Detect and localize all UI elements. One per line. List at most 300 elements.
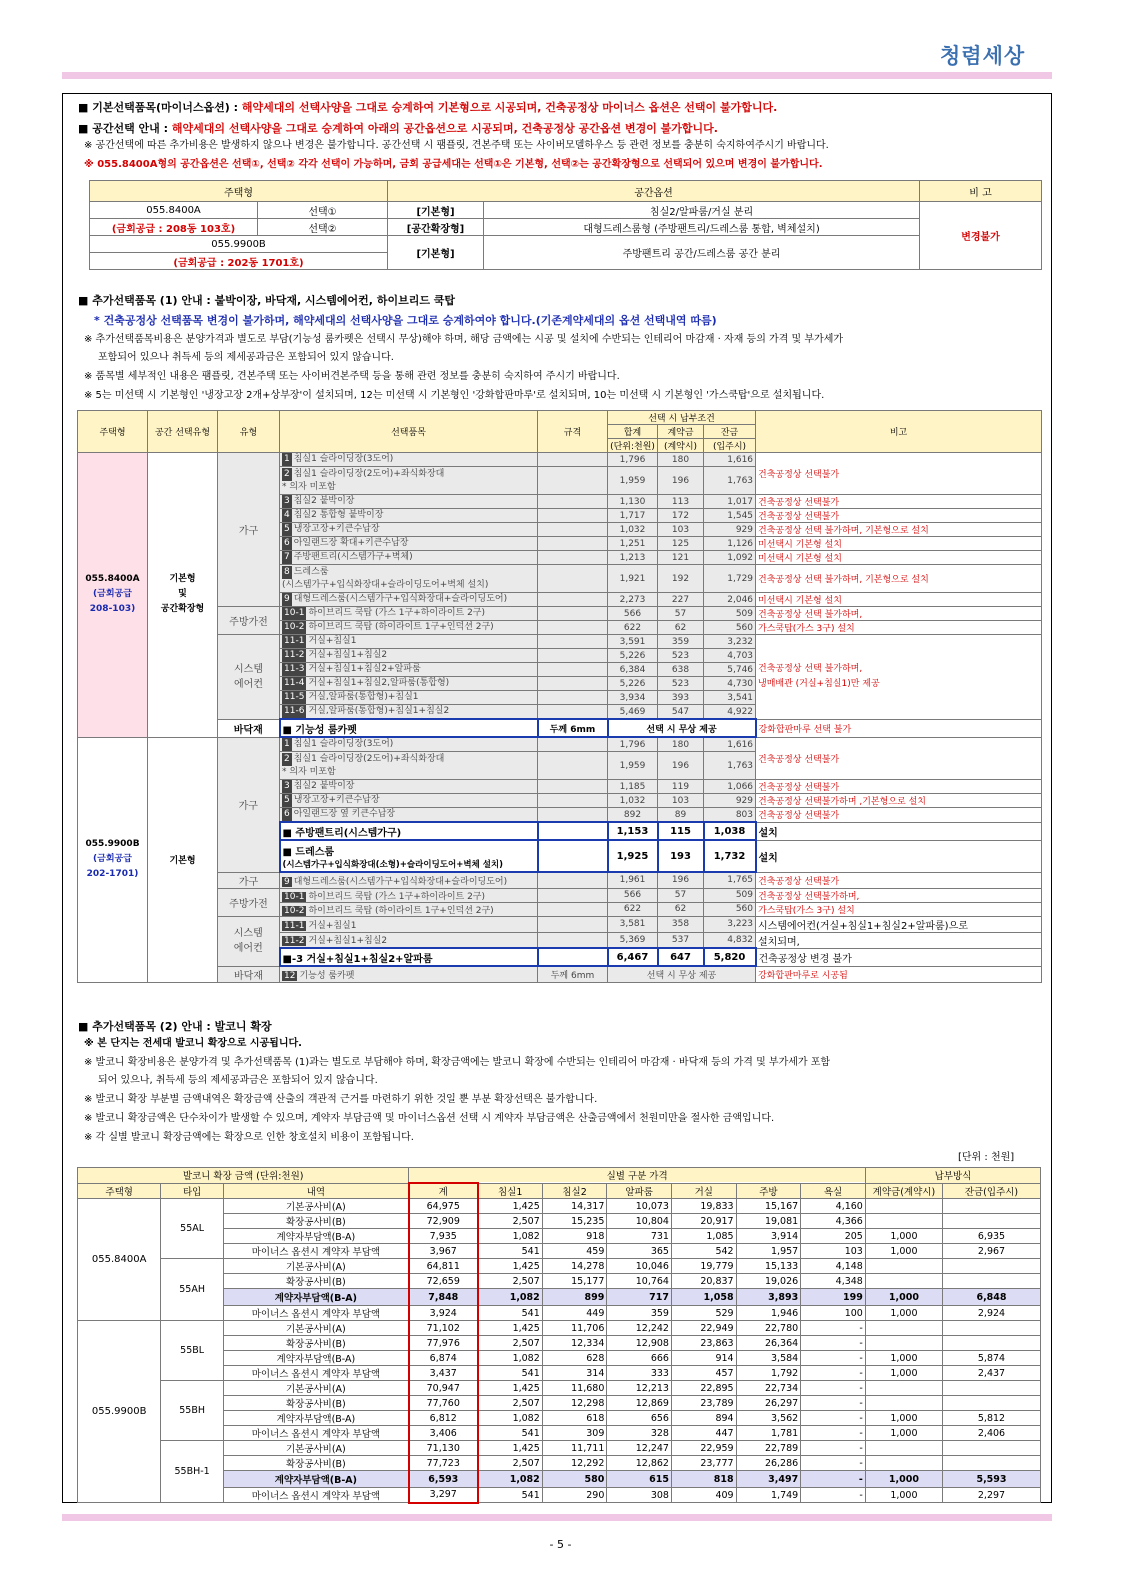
item-cell [280,593,538,607]
bal-val: 3,406 [409,1426,478,1441]
h-note: 비고 [756,411,1042,453]
total: 5,226 [608,649,658,663]
bal-val: 10,046 [607,1259,672,1274]
balance: 4,730 [704,677,756,691]
pantry-item: ■ 주방팬트리(시스템가구) [280,822,538,840]
bal-val: 22,734 [736,1381,801,1396]
item-cell [280,523,538,537]
deposit: 113 [658,495,704,509]
item-cell [280,509,538,523]
bal-val: 1,000 [865,1411,942,1426]
bal-val [942,1274,1040,1289]
bal-val: 205 [801,1229,866,1244]
item-number: 1 [284,739,290,749]
balance: 1,066 [704,780,756,794]
spec-cell [538,916,608,932]
total: 1,032 [608,794,658,808]
deposit: 89 [658,808,704,823]
bal-val: 333 [607,1366,672,1381]
item-cell [280,467,538,495]
total: 1,796 [608,737,658,752]
sec4-unit: [단위 : 천원] [958,1152,1015,1163]
bal-val: 12,242 [607,1321,672,1336]
bal-val: 5,593 [942,1471,1040,1488]
spec-cell [538,551,608,565]
bal-item: 확장공사비(B) [223,1396,409,1411]
bal-val: 5,812 [942,1411,1040,1426]
bal-val: 6,874 [409,1351,478,1366]
bal-val [942,1214,1040,1229]
deposit: 57 [658,607,704,621]
bal-item: 계약자부담액(B-A) [223,1289,409,1306]
bal-val: 12,298 [542,1396,607,1411]
sec1-label: ■ 기본선택품목(마이너스옵션) : [78,101,239,114]
bal-val: 1,425 [478,1441,543,1456]
bal-val: 1,000 [865,1306,942,1321]
item-cell [280,649,538,663]
bal-item: 기본공사비(A) [223,1321,409,1336]
cat-ac-1: 시스템 [233,928,263,939]
item-number: 1 [284,454,290,464]
bal-item: 계약자부담액(B-A) [223,1351,409,1366]
deposit: 115 [658,822,704,840]
item-number: 11-1 [284,636,305,646]
bal-item: 마이너스 옵션시 계약자 부담액 [223,1306,409,1321]
bal-val: 4,348 [801,1274,866,1289]
balance: 3,232 [704,635,756,649]
bal-val [865,1214,942,1229]
bal-val: 1,957 [736,1244,801,1259]
deposit: 537 [658,932,704,948]
balance: 2,046 [704,593,756,607]
spec-cell [538,607,608,621]
total: 892 [608,808,658,823]
space-desc-2: 대형드레스룸형 (주방팬트리/드레스룸 통합, 벽체설치) [484,219,920,236]
item-name: 기능성 룸카펫 [299,970,355,981]
total: 6,467 [608,948,658,966]
bal-item: 마이너스 옵션시 계약자 부담액 [223,1426,409,1441]
bal-val: - [801,1336,866,1351]
bal-val: 14,317 [542,1199,607,1214]
h-pay: 선택 시 납부조건 [608,411,756,425]
bal-item: 계약자부담액(B-A) [223,1471,409,1488]
bal-val: 12,869 [607,1396,672,1411]
bal-val: 23,863 [671,1336,736,1351]
balance: 560 [704,621,756,635]
sec4-title: ■ 추가선택품목 (2) 안내 : 발코니 확장 [78,1020,272,1033]
bal-val: 26,286 [736,1456,801,1471]
cat-ac [218,635,280,720]
bal-val: 71,130 [409,1441,478,1456]
bal-val: 22,895 [671,1381,736,1396]
spec-cell [538,902,608,916]
bal-val: 12,213 [607,1381,672,1396]
floor-spec: 두께 6mm [538,966,608,982]
item-name: 하이브리드 쿡탑 (가스 1구+하이라이트 2구) [308,608,486,618]
table-row [78,1259,1041,1274]
item-name: 아일랜드장 확대+키큰수납장 [293,538,409,548]
sec4-n5: ※ 각 실별 발코니 확장금액에는 확장으로 인한 창호설치 비용이 포함됩니다. [84,1132,414,1143]
bal-val: 1,749 [736,1488,801,1503]
bal-val: 22,789 [736,1441,801,1456]
table-row [78,1199,1041,1214]
space-note: 변경불가 [920,202,1042,270]
cat-furn: 가구 [218,453,280,607]
note: 건축공정상 변경 불가 [756,948,1042,966]
bal-val: 12,908 [607,1336,672,1351]
bal-val: 26,364 [736,1336,801,1351]
bh-col: 거실 [671,1183,736,1199]
balance: 5,820 [704,948,756,966]
spec-cell [538,822,608,840]
item-name: 냉장고장+키큰수납장 [293,524,380,534]
logo-text: 청렴세상 [940,43,1026,68]
note: 가스쿡탑(가스 3구) 설치 [756,621,1042,635]
table-row [78,888,1042,902]
h-dep2: (계약시) [658,439,704,453]
item-name: 거실+침실1+침실2 [308,650,388,660]
bal-val: - [801,1488,866,1503]
item-number: 10-1 [284,891,305,902]
b-type2: (금회공급 [93,854,132,864]
item-name: 거실,알파룸(통합형)+침실1 [308,692,419,702]
note: 건축공정상 선택불가 [756,872,1042,888]
cat-ac-2: 에어컨 [233,943,263,954]
bal-item: 마이너스 옵션시 계약자 부담액 [223,1488,409,1503]
table-row [78,635,1042,649]
bal-val [865,1274,942,1289]
bal-val: 15,167 [736,1199,801,1214]
item-cell [280,966,538,982]
bal-val: 2,297 [942,1488,1040,1503]
item-number: 11-3 [284,664,305,674]
item-name: 하이브리드 쿡탑 (하이라이트 1구+인덕션 2구) [308,622,494,632]
bal-item: 계약자부담액(B-A) [223,1411,409,1426]
bal-val: 1,781 [736,1426,801,1441]
b-space: 기본형 [148,737,218,982]
item-name: 침실1 슬라이딩장(3도어) [293,454,394,464]
bal-val: 19,081 [736,1214,801,1229]
bal-val: 541 [478,1426,543,1441]
bal-val: - [801,1411,866,1426]
bal-val: 64,811 [409,1259,478,1274]
b-type-cell [78,737,148,982]
a-type2: (금회공급 [93,589,132,600]
bal-val: 23,777 [671,1456,736,1471]
bal-val: 10,764 [607,1274,672,1289]
dress-sub: (시스템가구+입식화장대(소형)+슬라이딩도어+벽체 설치) [282,859,504,870]
bal-val: 818 [671,1471,736,1488]
item-cell [280,565,538,593]
balance: 929 [704,523,756,537]
total: 1,717 [608,509,658,523]
total: 622 [608,902,658,916]
balance: 1,729 [704,565,756,593]
item-cell [280,808,538,823]
bal-val: 542 [671,1244,736,1259]
total: 2,273 [608,593,658,607]
bal-val [865,1336,942,1351]
bal-val: - [801,1441,866,1456]
floor-spec: 두께 6mm [538,719,608,737]
bh-col: 내역 [223,1183,409,1199]
bal-val: 6,812 [409,1411,478,1426]
spec-cell [538,840,608,872]
item-number: 11-1 [284,920,305,931]
bal-val: 70,947 [409,1381,478,1396]
footer-bar [62,1514,1052,1521]
note-cell: 건축공정상 선택불가 [756,453,1042,495]
total: 1,130 [608,495,658,509]
bal-val: 3,437 [409,1366,478,1381]
item-cell [280,453,538,467]
spec-cell [538,523,608,537]
bal-val: 2,437 [942,1366,1040,1381]
h-space: 공간 선택유형 [148,411,218,453]
bal-val: 1,000 [865,1289,942,1306]
note-cell: 건축공정상 선택불가 [756,737,1042,780]
total: 1,925 [608,840,658,872]
bal-val: 3,562 [736,1411,801,1426]
item-cell [280,780,538,794]
deposit: 103 [658,794,704,808]
spec-cell [538,705,608,720]
bal-val: 22,959 [671,1441,736,1456]
spec-cell [538,948,608,966]
balance: 1,616 [704,453,756,467]
bal-val: 1,000 [865,1471,942,1488]
cat-floor: 바닥재 [218,966,280,982]
balcony-table [77,1167,1041,1504]
bal-tp: 55BH-1 [161,1441,224,1503]
item-name: 대형드레스룸(시스템가구+입식화장대+슬라이딩도어) [293,594,508,604]
space-kind-2: [공간확장형] [388,219,484,236]
item-number: 12 [284,970,296,981]
item-sub: * 의자 미포함 [282,766,336,777]
note: 설치 [756,840,1042,872]
bal-val: 1,425 [478,1259,543,1274]
bh-col: 침실1 [478,1183,543,1199]
bal-val: 447 [671,1426,736,1441]
bal-val [942,1456,1040,1471]
bal-val: 914 [671,1351,736,1366]
space-kind-3: [기본형] [388,236,484,270]
bal-val: 894 [671,1411,736,1426]
bal-val: 1,000 [865,1351,942,1366]
item-number: 10-2 [284,622,305,632]
bh-col: 알파룸 [607,1183,672,1199]
bal-val: 22,949 [671,1321,736,1336]
sec1-red: 해약세대의 선택사양을 그대로 승계하여 기본형으로 시공되며, 건축공정상 마이너스 옵션은 선택이 불가합니다. [241,101,778,114]
note: 시스템에어컨(거실+침실1+침실2+알파룸)으로 [756,916,1042,932]
deposit: 180 [658,737,704,752]
bal-val: 10,804 [607,1214,672,1229]
bal-val: 328 [607,1426,672,1441]
item-number: 2 [284,753,290,764]
deposit: 119 [658,780,704,794]
note: 건축공정상 선택 불가하며, [756,607,1042,621]
bal-val: 77,760 [409,1396,478,1411]
balance: 1,545 [704,509,756,523]
bal-val: 6,935 [942,1229,1040,1244]
item-name: 침실1 슬라이딩장(2도어)+좌식화장대 [293,468,445,479]
total: 3,581 [608,916,658,932]
bal-item: 확장공사비(B) [223,1456,409,1471]
bal-val: 20,837 [671,1274,736,1289]
total: 1,032 [608,523,658,537]
bal-val: 3,297 [409,1488,478,1503]
spec-cell [538,794,608,808]
h-dep: 계약금 [658,425,704,439]
total: 1,185 [608,780,658,794]
item-cell [280,551,538,565]
spec-cell [538,752,608,780]
total: 5,226 [608,677,658,691]
bal-val: 103 [801,1244,866,1259]
table-row [78,1441,1041,1456]
item-name: 하이브리드 쿡탑 (가스 1구+하이라이트 2구) [308,891,486,902]
bal-val [942,1199,1040,1214]
page-number: - 5 - [549,1538,572,1551]
sec2-note2: ※ 055.8400A형의 공간옵션은 선택①, 선택② 각각 선택이 가능하며, 금회 공급세대는 선택①은 기본형, 선택②는 공간확장형으로 선택되어 있으며 변경이 불가합니다. [84,159,823,170]
spec-cell [538,565,608,593]
bal-item: 기본공사비(A) [223,1199,409,1214]
deposit: 103 [658,523,704,537]
sec4-n2: ※ 발코니 확장비용은 분양가격 및 추가선택품목 (1)과는 별도로 부담해야 하며, 확장금액에는 발코니 확장에 수반되는 인테리어 마감재 · 바닥재 등의 가격 및 부가세가 포함 [84,1057,831,1068]
bal-val: 1,082 [478,1411,543,1426]
spec-cell [538,649,608,663]
bal-val: 2,507 [478,1336,543,1351]
item-number: 11-2 [284,936,305,947]
bal-item: 확장공사비(B) [223,1274,409,1289]
bal-val: 64,975 [409,1199,478,1214]
bh-col: 잔금(입주시) [942,1183,1040,1199]
item-number: 2 [284,468,290,479]
bal-val: 2,967 [942,1244,1040,1259]
item-name: 냉장고장+키큰수납장 [293,795,380,805]
item-cell [280,635,538,649]
h-note: 비 고 [920,181,1042,202]
spec-cell [538,691,608,705]
deposit: 523 [658,649,704,663]
h-total: 합계 [608,425,658,439]
total: 566 [608,888,658,902]
bh-room: 실별 구분 가격 [409,1168,865,1184]
deposit: 192 [658,565,704,593]
item-number: 9 [284,594,290,604]
bal-val: 11,711 [542,1441,607,1456]
sec4-n4: ※ 발코니 확장금액은 단수차이가 발생할 수 있으며, 계약자 부담금액 및 마이너스옵션 선택 시 계약자 부담금액은 산출금액에서 천원미만을 절사한 금액입니다. [84,1113,775,1124]
item-number: 3 [284,496,290,506]
deposit: 647 [658,948,704,966]
bal-val: 1,058 [671,1289,736,1306]
bal-val: 2,924 [942,1306,1040,1321]
spec-cell [538,495,608,509]
space-desc-3: 주방팬트리 공간/드레스룸 공간 분리 [484,236,920,270]
bal-val: 72,909 [409,1214,478,1229]
bal-val [942,1321,1040,1336]
note: 건축공정상 선택불가하며, [756,888,1042,902]
note: 설치되며, [756,932,1042,948]
deposit: 358 [658,916,704,932]
cat-furn: 가구 [218,737,280,872]
bal-item: 마이너스 옵션시 계약자 부담액 [223,1244,409,1259]
item-sub: (시스템가구+입식화장대+슬라이딩도어+벽체 설치) [282,579,489,590]
bh-col: 침실2 [542,1183,607,1199]
balance: 1,616 [704,737,756,752]
h-kind: 유형 [218,411,280,453]
deposit: 393 [658,691,704,705]
bal-val: 15,177 [542,1274,607,1289]
cat-floor: 바닥재 [218,719,280,737]
bal-val [865,1199,942,1214]
item-number: 11-6 [284,706,305,716]
bal-val: 11,680 [542,1381,607,1396]
cat-kitchen: 주방가전 [218,607,280,635]
bh-amount: 발코니 확장 금액 (단위:천원) [78,1168,409,1184]
total: 3,934 [608,691,658,705]
bal-val: 100 [801,1306,866,1321]
spec-cell [538,737,608,752]
note: 설치 [756,822,1042,840]
ac3-item: ■-3 거실+침실1+침실2+알파룸 [280,948,538,966]
h-type: 주택형 [78,411,148,453]
total: 5,469 [608,705,658,720]
cat-furn: 가구 [218,872,280,888]
header-bar [62,72,1052,79]
note-line: 냉매배관 (거실+침실1)만 제공 [758,678,880,689]
bal-val: 14,278 [542,1259,607,1274]
sec3-n3: ※ 5는 미선택 시 기본형인 '냉장고장 2개+상부장'이 설치되며, 12는 미선택 시 기본형인 '강화합판마루'로 설치되며, 10는 미선택 시 기본형인 '가스쿡탑'으로 설치됩니다. [84,390,825,401]
spec-cell [538,663,608,677]
bal-val: 6,848 [942,1289,1040,1306]
bal-val: 1,000 [865,1229,942,1244]
bal-val: 618 [542,1411,607,1426]
total: 1,796 [608,453,658,467]
table-row [78,1321,1041,1336]
balance: 509 [704,888,756,902]
bal-val: 77,723 [409,1456,478,1471]
balance: 4,832 [704,932,756,948]
bal-val: 666 [607,1351,672,1366]
balance: 1,732 [704,840,756,872]
sec4-n2b: 되어 있으나, 취득세 등의 제세공과금은 포함되어 있지 않습니다. [98,1075,378,1086]
total: 1,959 [608,467,658,495]
bal-val: 1,425 [478,1321,543,1336]
note-cell [756,635,1042,720]
bal-val: 918 [542,1229,607,1244]
note-line: 건축공정상 선택 불가하며, [758,663,863,674]
bal-val: 1,082 [478,1289,543,1306]
deposit: 196 [658,752,704,780]
cat-ac [218,916,280,966]
item-cell [280,607,538,621]
bal-val: 290 [542,1488,607,1503]
total: 1,921 [608,565,658,593]
bh-col: 계약금(계약시) [865,1183,942,1199]
bal-val [942,1396,1040,1411]
item-number: 5 [284,524,290,534]
bal-type: 055.9900B [78,1321,161,1503]
item-name: 거실,알파룸(통합형)+침실1+침실2 [308,706,450,716]
item-number: 10-2 [284,905,305,916]
item-name: 거실+침실1 [308,920,357,931]
sec4-n3: ※ 발코니 확장 부분별 금액내역은 확장금액 산출의 객관적 근거를 마련하기 위한 것일 뿐 부분 확장선택은 불가합니다. [84,1094,598,1105]
h-spec: 규격 [538,411,608,453]
item-cell [280,691,538,705]
floor-pay: 선택 시 무상 제공 [608,966,756,982]
bal-val: 529 [671,1306,736,1321]
